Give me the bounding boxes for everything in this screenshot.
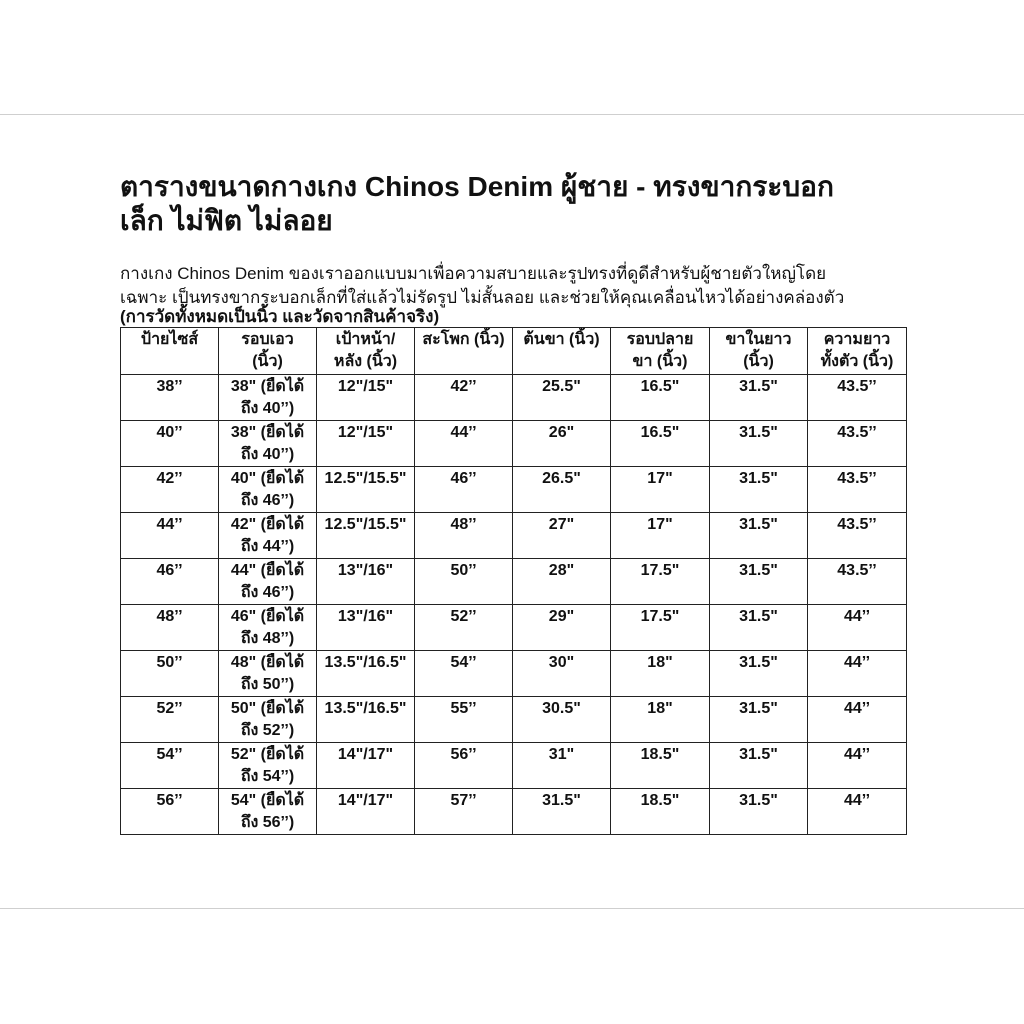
cell-text: 44’’	[843, 792, 871, 809]
page-title	[120, 170, 910, 238]
cell-leg-opening	[611, 697, 710, 743]
cell-text: 31.5"	[739, 516, 778, 533]
cell-text: 13.5"/16.5"	[324, 700, 407, 717]
cell-text: 38’’	[156, 378, 183, 395]
cell-length	[808, 651, 907, 697]
header-waist	[219, 328, 317, 375]
cell-hip	[415, 467, 513, 513]
cell-inseam	[710, 743, 808, 789]
cell-text: ถึง 52’’)	[240, 722, 295, 739]
cell-inseam	[710, 651, 808, 697]
cell-size	[121, 789, 219, 835]
header-text: สะโพก (นิ้ว)	[422, 331, 505, 348]
table-row	[121, 421, 907, 467]
bottom-divider	[0, 908, 1024, 909]
cell-text: 42’’	[450, 378, 477, 395]
table-row	[121, 513, 907, 559]
cell-text: ถึง 46’’)	[240, 584, 295, 601]
cell-text: 18"	[647, 654, 673, 671]
cell-leg-opening	[611, 467, 710, 513]
cell-text: 43.5’’	[837, 470, 877, 487]
cell-text: 14"/17"	[337, 746, 394, 763]
cell-thigh	[513, 467, 611, 513]
cell-size	[121, 605, 219, 651]
cell-length	[808, 467, 907, 513]
cell-text: 48" (ยืดได้	[230, 654, 305, 671]
table-row	[121, 743, 907, 789]
cell-text: 44" (ยืดได้	[230, 562, 305, 579]
header-inseam	[710, 328, 808, 375]
cell-leg-opening	[611, 605, 710, 651]
cell-hip	[415, 789, 513, 835]
description-line-2: เฉพาะ เป็นทรงขากระบอกเล็กที่ใส่แล้วไม่รัดรูป ไม่สั้นลอย และช่วยให้คุณเคลื่อนไหวได้อย่างคล่องตัว	[120, 288, 845, 307]
cell-rise	[317, 559, 415, 605]
cell-inseam	[710, 421, 808, 467]
cell-inseam	[710, 559, 808, 605]
cell-text: 42" (ยืดได้	[230, 516, 305, 533]
cell-text: 54’’	[156, 746, 183, 763]
cell-length	[808, 421, 907, 467]
cell-inseam	[710, 605, 808, 651]
cell-text: 12.5"/15.5"	[324, 516, 407, 533]
header-rise	[317, 328, 415, 375]
cell-text: 43.5’’	[837, 378, 877, 395]
cell-rise	[317, 421, 415, 467]
cell-inseam	[710, 513, 808, 559]
cell-text: 44’’	[450, 424, 477, 441]
cell-text: 52’’	[450, 608, 477, 625]
cell-text: 31.5"	[739, 700, 778, 717]
cell-text: 13.5"/16.5"	[324, 654, 407, 671]
cell-inseam	[710, 697, 808, 743]
table-row	[121, 467, 907, 513]
cell-text: 40’’	[156, 424, 183, 441]
cell-text: 48’’	[156, 608, 183, 625]
cell-text: 31.5"	[739, 470, 778, 487]
cell-text: ถึง 46’’)	[240, 492, 295, 509]
cell-length	[808, 513, 907, 559]
cell-rise	[317, 513, 415, 559]
cell-leg-opening	[611, 651, 710, 697]
cell-text: 54’’	[450, 654, 477, 671]
cell-thigh	[513, 697, 611, 743]
cell-leg-opening	[611, 421, 710, 467]
cell-thigh	[513, 559, 611, 605]
header-text: (นิ้ว)	[252, 353, 283, 370]
cell-text: 18.5"	[640, 792, 680, 809]
header-text: หลัง (นิ้ว)	[333, 353, 398, 370]
cell-text: 50’’	[156, 654, 183, 671]
cell-text: 56’’	[450, 746, 477, 763]
cell-hip	[415, 697, 513, 743]
cell-text: 50" (ยืดได้	[230, 700, 305, 717]
cell-waist	[219, 513, 317, 559]
cell-text: 52" (ยืดได้	[230, 746, 305, 763]
cell-thigh	[513, 513, 611, 559]
cell-rise	[317, 789, 415, 835]
cell-size	[121, 513, 219, 559]
cell-hip	[415, 605, 513, 651]
cell-rise	[317, 375, 415, 421]
header-text: เป้าหน้า/	[335, 331, 396, 348]
cell-text: 48’’	[450, 516, 477, 533]
header-text: ต้นขา (นิ้ว)	[523, 331, 600, 348]
cell-text: 31.5"	[739, 562, 778, 579]
cell-text: 17.5"	[640, 562, 680, 579]
cell-text: 43.5’’	[837, 562, 877, 579]
description-line-1: กางเกง Chinos Denim ของเราออกแบบมาเพื่อความสบายและรูปทรงที่ดูดีสำหรับผู้ชายตัวใหญ่โดย	[120, 264, 827, 283]
description	[120, 262, 910, 327]
header-text: (นิ้ว)	[743, 353, 774, 370]
cell-text: 28"	[548, 562, 575, 579]
cell-text: 17.5"	[640, 608, 680, 625]
table-row	[121, 697, 907, 743]
cell-waist	[219, 789, 317, 835]
cell-thigh	[513, 651, 611, 697]
table-row	[121, 375, 907, 421]
table-row	[121, 605, 907, 651]
cell-leg-opening	[611, 743, 710, 789]
cell-waist	[219, 421, 317, 467]
header-text: ความยาว	[823, 331, 891, 348]
cell-waist	[219, 743, 317, 789]
table-row	[121, 559, 907, 605]
cell-hip	[415, 651, 513, 697]
cell-text: 13"/16"	[337, 608, 394, 625]
title-line-1: ตารางขนาดกางเกง Chinos Denim ผู้ชาย - ทรงขากระบอก	[120, 171, 834, 202]
cell-text: ถึง 50’’)	[240, 676, 295, 693]
cell-text: 31"	[548, 746, 575, 763]
cell-thigh	[513, 743, 611, 789]
cell-text: 57’’	[450, 792, 477, 809]
cell-text: 43.5’’	[837, 424, 877, 441]
cell-leg-opening	[611, 559, 710, 605]
cell-text: 54" (ยืดได้	[230, 792, 305, 809]
cell-hip	[415, 743, 513, 789]
header-row	[121, 328, 907, 375]
cell-text: 43.5’’	[837, 516, 877, 533]
cell-text: ถึง 44’’)	[240, 538, 295, 555]
cell-text: 52’’	[156, 700, 183, 717]
cell-size	[121, 559, 219, 605]
cell-text: 18"	[647, 700, 673, 717]
cell-text: 44’’	[156, 516, 183, 533]
cell-size	[121, 651, 219, 697]
cell-hip	[415, 421, 513, 467]
cell-waist	[219, 697, 317, 743]
size-table	[120, 327, 907, 835]
cell-text: ถึง 40’’)	[240, 446, 295, 463]
header-total-length	[808, 328, 907, 375]
cell-inseam	[710, 789, 808, 835]
size-chart-content	[120, 170, 910, 835]
cell-length	[808, 605, 907, 651]
cell-text: 56’’	[156, 792, 183, 809]
cell-text: ถึง 54’’)	[240, 768, 295, 785]
cell-text: 27"	[548, 516, 575, 533]
cell-text: 31.5"	[739, 424, 778, 441]
cell-size	[121, 743, 219, 789]
cell-length	[808, 697, 907, 743]
cell-text: 31.5"	[739, 654, 778, 671]
header-leg-opening	[611, 328, 710, 375]
cell-text: 18.5"	[640, 746, 680, 763]
cell-rise	[317, 697, 415, 743]
cell-text: 44’’	[843, 700, 871, 717]
cell-text: 12"/15"	[337, 378, 394, 395]
cell-rise	[317, 605, 415, 651]
cell-text: 38" (ยืดได้	[230, 424, 305, 441]
cell-text: 31.5"	[542, 792, 581, 809]
cell-text: 55’’	[450, 700, 477, 717]
measurement-note: (การวัดทั้งหมดเป็นนิ้ว และวัดจากสินค้าจริง)	[120, 307, 440, 326]
cell-text: 25.5"	[542, 378, 581, 395]
cell-waist	[219, 375, 317, 421]
cell-text: 46" (ยืดได้	[230, 608, 305, 625]
header-text: ขาในยาว	[725, 331, 792, 348]
cell-text: 31.5"	[739, 746, 778, 763]
cell-length	[808, 559, 907, 605]
header-text: รอบปลาย	[626, 331, 694, 348]
cell-text: 16.5"	[640, 424, 680, 441]
cell-leg-opening	[611, 513, 710, 559]
header-thigh	[513, 328, 611, 375]
cell-hip	[415, 375, 513, 421]
cell-text: 17"	[647, 470, 673, 487]
cell-size	[121, 467, 219, 513]
cell-text: 42’’	[156, 470, 183, 487]
cell-rise	[317, 743, 415, 789]
cell-length	[808, 789, 907, 835]
cell-size	[121, 375, 219, 421]
cell-text: 50’’	[450, 562, 477, 579]
cell-text: ถึง 56’’)	[240, 814, 295, 831]
title-line-2: เล็ก ไม่ฟิต ไม่ลอย	[120, 205, 333, 236]
header-text: ทั้งตัว (นิ้ว)	[820, 353, 894, 370]
header-hip	[415, 328, 513, 375]
cell-text: 46’’	[450, 470, 477, 487]
cell-waist	[219, 467, 317, 513]
cell-text: 44’’	[843, 608, 871, 625]
table-row	[121, 651, 907, 697]
cell-text: 31.5"	[739, 378, 778, 395]
cell-text: 30.5"	[542, 700, 581, 717]
cell-text: 26.5"	[542, 470, 581, 487]
cell-text: 30"	[548, 654, 575, 671]
table-row	[121, 789, 907, 835]
cell-text: ถึง 40’’)	[240, 400, 295, 417]
cell-text: 44’’	[843, 746, 871, 763]
cell-size	[121, 421, 219, 467]
cell-text: 14"/17"	[337, 792, 394, 809]
cell-thigh	[513, 375, 611, 421]
cell-waist	[219, 605, 317, 651]
cell-text: 13"/16"	[337, 562, 394, 579]
cell-text: 44’’	[843, 654, 871, 671]
cell-length	[808, 743, 907, 789]
table-header	[121, 328, 907, 375]
cell-thigh	[513, 605, 611, 651]
cell-text: 31.5"	[739, 792, 778, 809]
table-body	[121, 375, 907, 835]
header-text: ป้ายไซส์	[140, 331, 199, 348]
header-size	[121, 328, 219, 375]
cell-text: 38" (ยืดได้	[230, 378, 305, 395]
cell-text: 40" (ยืดได้	[230, 470, 305, 487]
cell-rise	[317, 467, 415, 513]
cell-inseam	[710, 375, 808, 421]
cell-text: ถึง 48’’)	[240, 630, 295, 647]
cell-thigh	[513, 421, 611, 467]
cell-rise	[317, 651, 415, 697]
top-divider	[0, 114, 1024, 115]
cell-hip	[415, 559, 513, 605]
header-text: รอบเอว	[241, 331, 294, 348]
cell-text: 16.5"	[640, 378, 680, 395]
cell-length	[808, 375, 907, 421]
header-text: ขา (นิ้ว)	[632, 353, 688, 370]
cell-text: 26"	[548, 424, 575, 441]
cell-text: 12"/15"	[337, 424, 394, 441]
cell-inseam	[710, 467, 808, 513]
cell-text: 31.5"	[739, 608, 778, 625]
cell-hip	[415, 513, 513, 559]
cell-text: 46’’	[156, 562, 183, 579]
cell-text: 17"	[647, 516, 673, 533]
cell-waist	[219, 651, 317, 697]
cell-text: 12.5"/15.5"	[324, 470, 407, 487]
cell-waist	[219, 559, 317, 605]
cell-size	[121, 697, 219, 743]
cell-leg-opening	[611, 375, 710, 421]
cell-text: 29"	[548, 608, 575, 625]
cell-thigh	[513, 789, 611, 835]
cell-leg-opening	[611, 789, 710, 835]
